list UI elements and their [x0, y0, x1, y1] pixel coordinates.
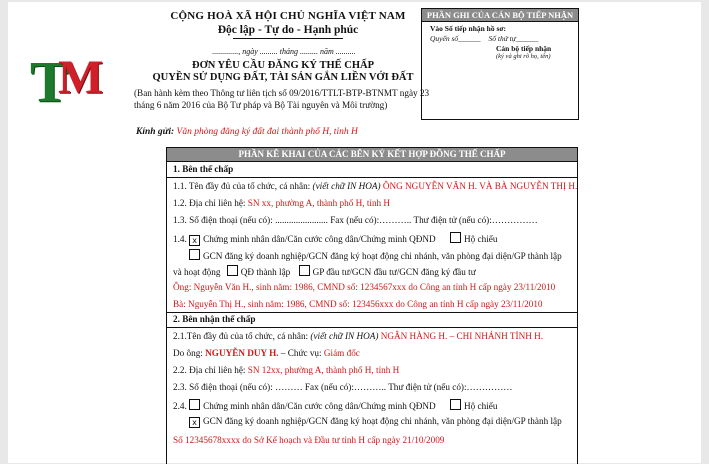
position-value: Giám đốc — [323, 348, 360, 358]
mortgagor-establish-row — [173, 265, 476, 277]
declaration-form — [166, 147, 578, 464]
passport-checkbox[interactable] — [450, 232, 461, 243]
form-section-head: PHẦN KÊ KHAI CỦA CÁC BÊN KÝ KẾT HỢP ĐỒNG THẾ CHẤP — [167, 148, 577, 162]
establish-decision-checkbox[interactable] — [227, 265, 238, 276]
investment-cert-checkbox[interactable] — [299, 265, 310, 276]
recipient-label: Kính gửi: — [136, 127, 175, 137]
mortgagor-id-row — [173, 232, 497, 246]
mortgagee-passport-option: Hộ chiếu — [464, 401, 498, 411]
recipient-line — [136, 127, 536, 137]
motto: Độc lập - Tự do - Hạnh phúc — [217, 24, 359, 36]
mortgagee-address-row — [173, 365, 399, 375]
mortgagee-business-cert-checkbox[interactable]: x — [189, 417, 200, 428]
mortgagor-detail-1: Ông: Nguyễn Văn H., sinh năm: 1986, CMND số: 1234567xxx do Công an tỉnh H cấp ngày 23/11/2010 — [173, 282, 556, 292]
mortgagor-detail-2: Bà: Nguyễn Thị H., sinh năm: 1986, CMND số: 123456xxx do Công an tỉnh H cấp ngày 23/11/2010 — [173, 299, 543, 309]
office-use-box — [421, 8, 579, 120]
id-card-checkbox[interactable]: x — [189, 235, 200, 246]
passport-option: Hộ chiếu — [464, 234, 498, 244]
mortgagor-address-row — [173, 198, 390, 208]
recipient-value: Văn phòng đăng ký đất đai thành phố H, tỉnh H — [176, 127, 358, 137]
mortgagor-name-label: 1.1. Tên đầy đủ của tổ chức, cá nhân: — [173, 181, 311, 191]
logo-letter-t: T — [30, 49, 69, 114]
mortgagor-name-row — [173, 181, 577, 191]
divider — [167, 327, 577, 328]
order-no-label: Số thứ tự — [488, 34, 516, 43]
issued-note: (Ban hành kèm theo Thông tư liên tịch số 09/2016/TTLT-BTP-BTNMT ngày 23 tháng 6 năm 2016 của Bộ Tư pháp và Bộ Tài nguyên và Môi trường) — [134, 88, 430, 110]
national-header — [158, 10, 418, 39]
establish-decision-option: QĐ thành lập — [240, 267, 291, 277]
book-no-label: Quyển số — [430, 34, 459, 43]
document-title — [138, 60, 428, 84]
mortgagor-address-label: 1.2. Địa chỉ liên hệ: — [173, 198, 246, 208]
title-line-1: ĐƠN YÊU CẦU ĐĂNG KÝ THẾ CHẤP — [191, 60, 374, 71]
mortgagee-rep-row — [173, 348, 360, 358]
officer-label: Cán bộ tiếp nhận — [496, 44, 552, 53]
received-label: Vào Sổ tiếp nhận hồ sơ: — [430, 24, 507, 33]
mortgagor-id-label: 1.4. — [173, 234, 187, 244]
mortgagor-name-value: ÔNG NGUYỄN VĂN H. VÀ BÀ NGUYỄN THỊ H. — [382, 181, 578, 191]
officer-note: (ký và ghi rõ họ, tên) — [496, 53, 551, 60]
mortgagee-address-value: SN 12xx, phường A, thành phố H, tỉnh H — [247, 365, 400, 375]
office-box-title: PHẦN GHI CỦA CÁN BỘ TIẾP NHẬN — [422, 9, 578, 22]
mortgagee-name-hint: (viết chữ IN HOA) — [310, 331, 379, 341]
rep-value: NGUYỄN DUY H. — [205, 348, 279, 358]
mortgagee-id-card-checkbox[interactable] — [189, 399, 200, 410]
mortgagee-passport-checkbox[interactable] — [450, 399, 461, 410]
mortgagee-name-label: 2.1.Tên đầy đủ của tổ chức, cá nhân: — [173, 331, 309, 341]
mortgagee-phone-row: 2.3. Số điện thoại (nếu có): ……… Fax (nếu có):……….. Thư điện tử (nếu có):…………… — [173, 382, 513, 392]
mortgagee-heading: 2. Bên nhận thế chấp — [173, 314, 256, 324]
logo-letter-m: M — [58, 51, 104, 104]
document-page — [8, 2, 701, 463]
date-line: ............., ngày ......... tháng ......... năm .......... — [212, 47, 356, 56]
mortgagor-name-hint: (viết chữ IN HOA) — [312, 181, 381, 191]
divider — [167, 312, 577, 313]
rep-label: Do ông: — [173, 348, 203, 358]
title-line-2: QUYỀN SỬ DỤNG ĐẤT, TÀI SẢN GẮN LIỀN VỚI ĐẤT — [152, 72, 414, 83]
mortgagee-business-cert-option: GCN đăng ký doanh nghiệp/GCN đăng ký hoạt động chi nhánh, văn phòng đại diện/GP thành lập — [203, 416, 562, 426]
mortgagee-id-card-option: Chứng minh nhân dân/Căn cước công dân/Chứng minh QĐND — [203, 401, 436, 411]
mortgagee-name-row — [173, 331, 543, 341]
nation-title: CỘNG HOÀ XÃ HỘI CHỦ NGHĨA VIỆT NAM — [170, 10, 406, 22]
mortgagor-heading: 1. Bên thế chấp — [173, 164, 234, 174]
position-label: – Chức vụ: — [280, 348, 322, 358]
business-cert-option: GCN đăng ký doanh nghiệp/GCN đăng ký hoạt động chi nhánh, văn phòng đại diện/GP thành lập — [203, 251, 562, 261]
business-cert-cont: và hoạt động — [173, 267, 221, 277]
motto-underline — [233, 38, 343, 39]
mortgagee-detail: Số 12345678xxxx do Sở Kế hoạch và Đầu tư tỉnh H cấp ngày 21/10/2009 — [173, 435, 445, 445]
id-card-option: Chứng minh nhân dân/Căn cước công dân/Chứng minh QĐND — [203, 234, 436, 244]
mortgagee-id-row — [173, 399, 497, 411]
mortgagor-business-row — [189, 249, 562, 261]
mortgagee-name-value: NGÂN HÀNG H. – CHI NHÁNH TỈNH H. — [380, 331, 544, 341]
mortgagee-id-label: 2.4. — [173, 401, 187, 411]
mortgagee-business-row — [189, 416, 562, 428]
mortgagor-address-value: SN xx, phường A, thành phố H, tỉnh H — [247, 198, 391, 208]
investment-cert-option: GP đầu tư/GCN đầu tư/GCN đăng ký đầu tư — [312, 267, 476, 277]
mortgagee-address-label: 2.2. Địa chỉ liên hệ: — [173, 365, 246, 375]
divider — [167, 177, 577, 178]
book-order-line: Quyển số______ Số thứ tự______ — [430, 34, 539, 43]
mortgagor-phone-row: 1.3. Số điện thoại (nếu có): ....................... Fax (nếu có):……….. Thư điện tử (nếu có):…………… — [173, 215, 538, 225]
business-cert-checkbox[interactable] — [189, 249, 200, 260]
tm-logo — [28, 49, 108, 114]
